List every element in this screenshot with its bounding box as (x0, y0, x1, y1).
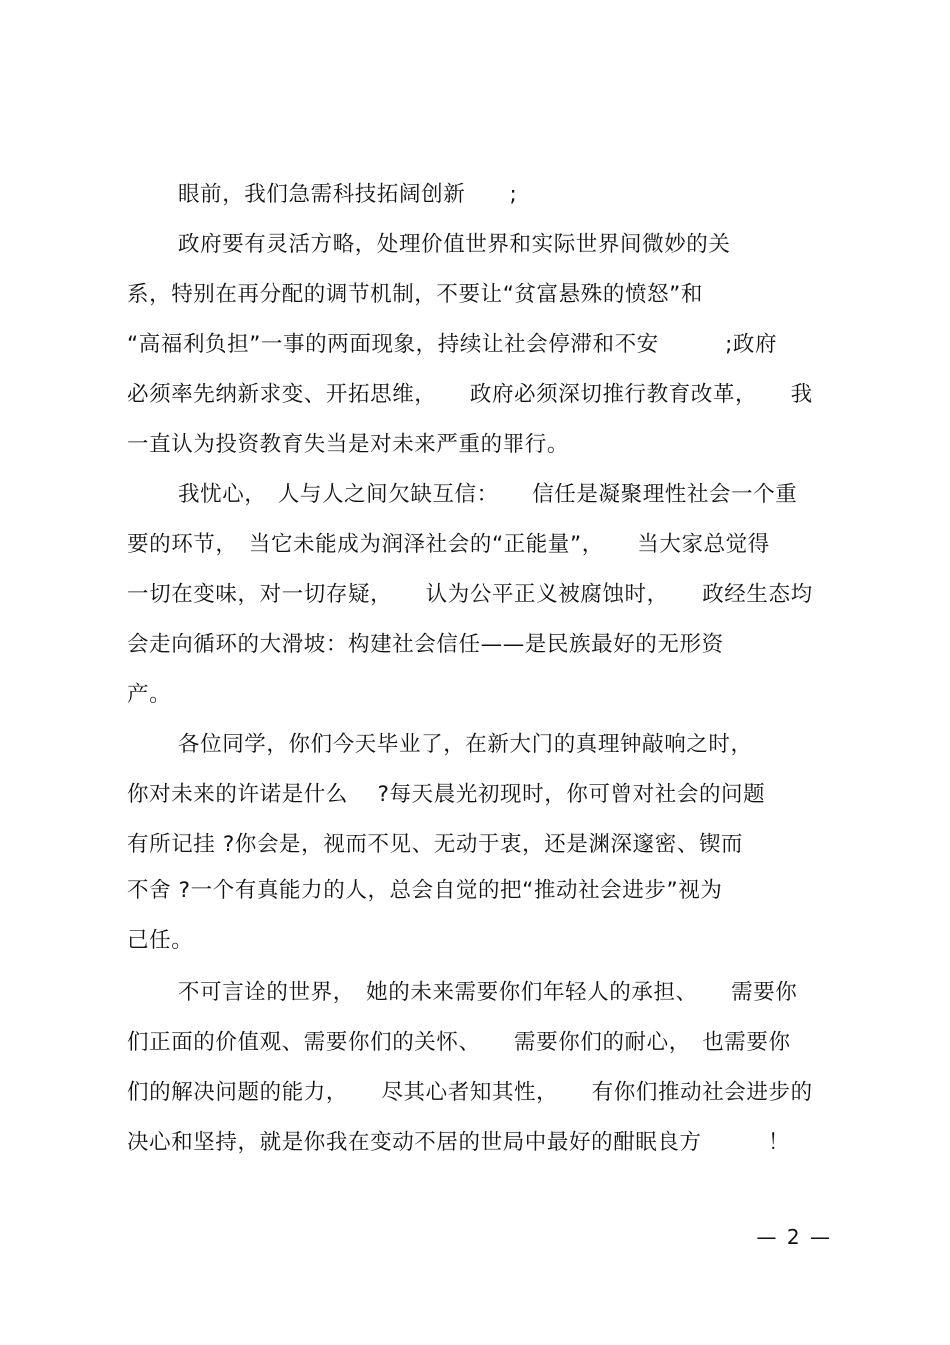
paragraph-3-line-4: 会走向循环的大滑坡：构建社会信任——是民族最好的无形资 (127, 632, 724, 657)
paragraph-3-line-5: 产。 (127, 682, 172, 707)
paragraph-2-line-1: 政府要有灵活方略，处理价值世界和实际世界间微妙的关 (178, 232, 731, 257)
paragraph-5-line-3: 们的解决问题的能力， 尽其心者知其性， 有你们推动社会进步的 (127, 1080, 813, 1105)
paragraph-3-line-1: 我忧心， 人与人之间欠缺互信： 信任是凝聚理性社会一个重 (178, 482, 798, 507)
paragraph-5-line-2: 们正面的价值观、需要你们的关怀、 需要你们的耐心， 也需要你 (127, 1030, 791, 1055)
paragraph-5-line-1: 不可言诠的世界， 她的未来需要你们年轻人的承担、 需要你 (178, 980, 798, 1005)
paragraph-3-line-3: 一切在变味，对一切存疑， 认为公平正义被腐蚀时， 政经生态均 (127, 582, 813, 607)
paragraph-2-line-4: 必须率先纳新求变、开拓思维， 政府必须深切推行教育改革， 我 (127, 382, 813, 407)
paragraph-4-line-2: 你对未来的许诺是什么 ?每天晨光初现时，你可曾对社会的问题 (127, 782, 766, 807)
paragraph-2-line-2: 系，特别在再分配的调节机制，不要让“贫富悬殊的愤怒”和 (127, 282, 703, 307)
paragraph-2-line-5: 一直认为投资教育失当是对未来严重的罪行。 (127, 432, 570, 457)
paragraph-2-line-3: “高福利负担”一事的两面现象，持续让社会停滞和不安 ;政府 (127, 332, 778, 357)
paragraph-4-line-1: 各位同学，你们今天毕业了，在新大门的真理钟敲响之时， (178, 732, 753, 757)
paragraph-4-line-4: 不舍 ?一个有真能力的人，总会自觉的把“推动社会进步”视为 (127, 878, 723, 903)
paragraph-1-line-1: 眼前，我们急需科技拓阔创新 ; (178, 182, 518, 207)
paragraph-5-line-4: 决心和坚持，就是你我在变动不居的世局中最好的酣眠良方 ！ (127, 1130, 791, 1155)
page-number: — 2 — (756, 1225, 832, 1249)
paragraph-3-line-2: 要的环节， 当它未能成为润泽社会的“正能量”， 当大家总觉得 (127, 532, 770, 557)
paragraph-4-line-5: 己任。 (127, 928, 194, 953)
paragraph-4-line-3: 有所记挂 ?你会是，视而不见、无动于衷，还是渊深邃密、锲而 (127, 832, 744, 857)
